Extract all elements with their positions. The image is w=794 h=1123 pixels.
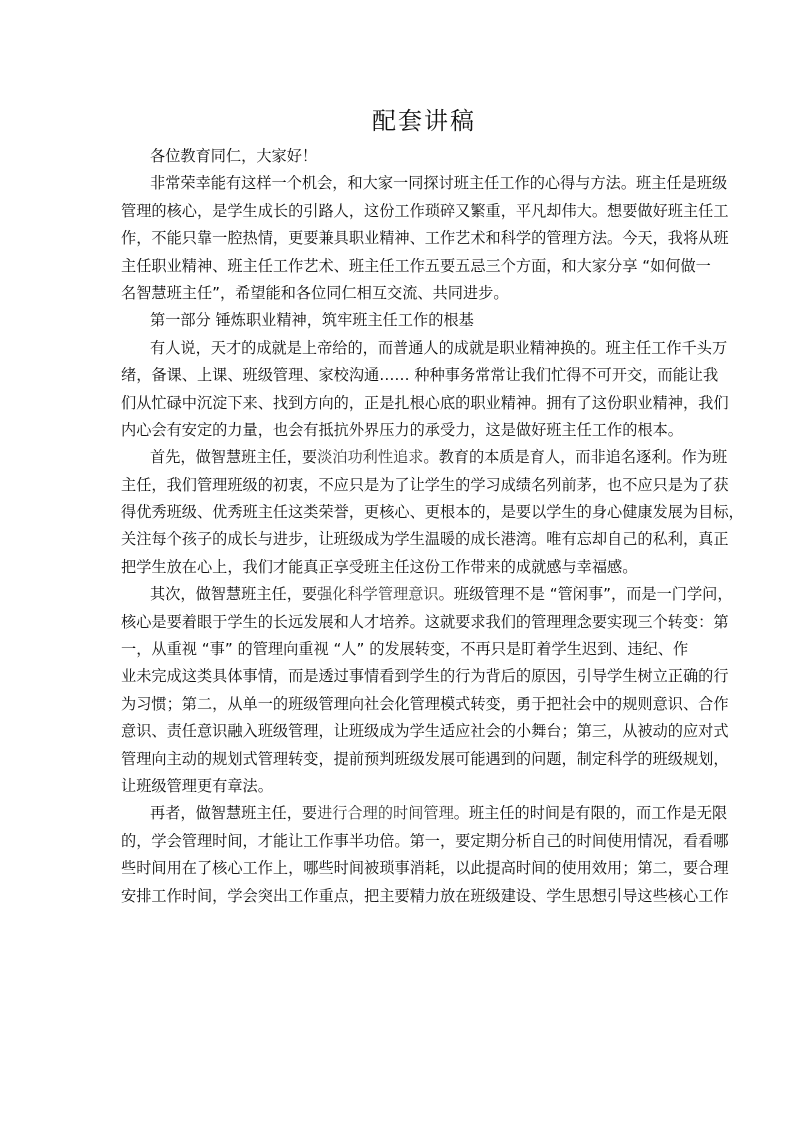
paragraph-line: 关注每个孩子的成长与进步，让班级成为学生温暖的成长港湾。唯有忘却自己的私利，真正 — [121, 530, 729, 549]
paragraph-line: 为习惯；第二，从单一的班级管理向社会化管理模式转变，勇于把社会中的规则意识、合作 — [121, 694, 729, 713]
paragraph-line: 管理向主动的规划式管理转变，提前预判班级发展可能遇到的问题，制定科学的班级规划， — [121, 749, 729, 768]
lead-rest-text: 。教育的本质是育人，而非追名逐利。作为班 — [423, 448, 728, 467]
paragraph-line: 一，从重视 “事” 的管理向重视 “人” 的发展转变，不再只是盯着学生迟到、违纪、作 — [121, 640, 689, 659]
paragraph-line: 们从忙碌中沉淀下来、找到方向的，正是扎根心底的职业精神。拥有了这份职业精神，我们 — [121, 393, 729, 412]
paragraph-line: 业未完成这类具体事情，而是透过事情看到学生的行为背后的原因，引导学生树立正确的行 — [121, 667, 729, 686]
paragraph-line: 意识、责任意识融入班级管理，让班级成为学生适应社会的小舞台；第三，从被动的应对式 — [121, 722, 729, 741]
lead-text: 再者，做智慧班主任，要 — [150, 804, 318, 823]
paragraph-line: 让班级管理更有章法。 — [121, 776, 273, 795]
paragraph-lead-line — [121, 444, 728, 471]
paragraph-lead-line — [121, 800, 728, 827]
paragraph-line: 主任职业精神、班主任工作艺术、班主任工作五要五忌三个方面，和大家分享 “如何做一 — [121, 256, 711, 275]
paragraph-line: 非常荣幸能有这样一个机会，和大家一同探讨班主任工作的心得与方法。班主任是班级 — [150, 174, 728, 193]
lead-text: 首先，做智慧班主任，要 — [150, 448, 318, 467]
paragraph-line: 把学生放在心上，我们才能真正享受班主任这份工作带来的成就感与幸福感。 — [121, 557, 638, 576]
paragraph-line: 内心会有安定的力量，也会有抵抗外界压力的承受力，这是做好班主任工作的根本。 — [121, 420, 683, 439]
paragraph-line: 作，不能只靠一腔热情，更要兼具职业精神、工作艺术和科学的管理方法。今天，我将从班 — [121, 229, 729, 248]
paragraph-lead-line — [121, 581, 733, 608]
paragraph-line: 管理的核心，是学生成长的引路人，这份工作琐碎又繁重，平凡却伟大。想要做好班主任工 — [121, 201, 729, 220]
paragraph-line: 得优秀班级、优秀班主任这类荣誉，更核心、更根本的，是要以学生的身心健康发展为目标， — [121, 503, 744, 522]
section-heading: 第一部分 锤炼职业精神，筑牢班主任工作的根基 — [150, 311, 474, 330]
document-title: 配套讲稿 — [372, 107, 476, 135]
document-body — [121, 143, 744, 910]
lead-rest-text: 。班主任的时间是有限的，而工作是无限 — [453, 804, 728, 823]
paragraph-line: 绪，备课、上课、班级管理、家校沟通…… 种种事务常常让我们忙得不可开交，而能让我 — [121, 366, 719, 385]
paragraph-line: 安排工作时间，学会突出工作重点，把主要精力放在班级建设、学生思想引导这些核心工作 — [121, 886, 729, 905]
lead-text: 其次，做智慧班主任，要 — [150, 585, 318, 604]
paragraph-line: 主任，我们管理班级的初衷，不应只是为了让学生的学习成绩名列前茅，也不应只是为了获 — [121, 475, 729, 494]
paragraph-line: 有人说，天才的成就是上帝给的，而普通人的成就是职业精神换的。班主任工作千头万 — [150, 338, 728, 357]
lead-rest-text: 。班级管理不是 “管闲事”，而是一门学问， — [438, 585, 733, 604]
highlight-phrase: 强化科学管理意识 — [317, 585, 439, 604]
paragraph-line: 核心是要着眼于学生的长远发展和人才培养。这就要求我们的管理理念要实现三个转变：第 — [121, 612, 729, 631]
highlight-phrase: 进行合理的时间管理 — [317, 804, 454, 823]
paragraph-line: 的，学会管理时间，才能让工作事半功倍。第一，要定期分析自己的时间使用情况，看看哪 — [121, 831, 729, 850]
greeting: 各位教育同仁，大家好！ — [150, 147, 318, 165]
paragraph-line: 名智慧班主任”，希望能和各位同仁相互交流、共同进步。 — [121, 283, 509, 302]
highlight-phrase: 淡泊功利性追求 — [317, 448, 424, 467]
paragraph-line: 些时间用在了核心工作上，哪些时间被琐事消耗，以此提高时间的使用效用；第二，要合理 — [121, 859, 729, 878]
